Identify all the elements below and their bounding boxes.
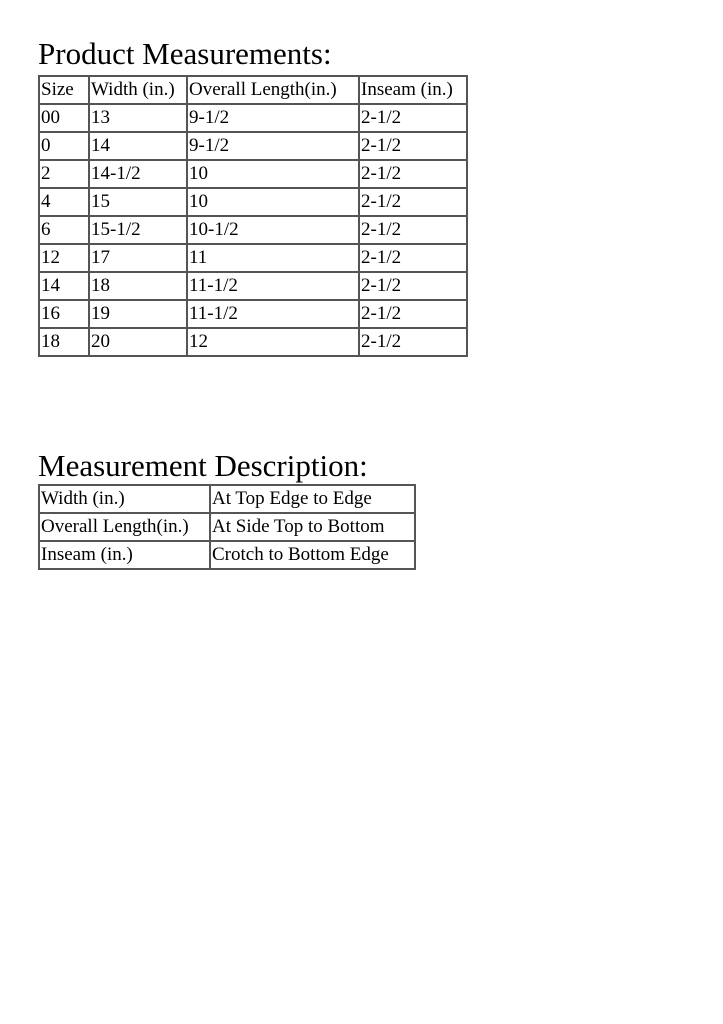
table-row <box>39 160 467 188</box>
cell-overall-length: 12 <box>187 328 359 356</box>
cell-overall-length: 11-1/2 <box>187 300 359 328</box>
cell-width: 15 <box>89 188 187 216</box>
table-row <box>39 328 467 356</box>
cell-measurement-method: At Side Top to Bottom <box>210 513 415 541</box>
cell-size: 4 <box>39 188 89 216</box>
cell-overall-length: 11-1/2 <box>187 272 359 300</box>
table-row <box>39 132 467 160</box>
cell-inseam: 2-1/2 <box>359 188 467 216</box>
cell-overall-length: 10 <box>187 160 359 188</box>
table-row <box>39 216 467 244</box>
cell-width: 14 <box>89 132 187 160</box>
cell-overall-length: 10 <box>187 188 359 216</box>
table-row <box>39 244 467 272</box>
cell-size: 16 <box>39 300 89 328</box>
table-row <box>39 541 415 569</box>
cell-width: 20 <box>89 328 187 356</box>
measurement-description-title: Measurement Description: <box>38 448 368 483</box>
table-row <box>39 272 467 300</box>
cell-inseam: 2-1/2 <box>359 132 467 160</box>
table-header-row <box>39 76 467 104</box>
cell-overall-length: 9-1/2 <box>187 104 359 132</box>
cell-overall-length: 9-1/2 <box>187 132 359 160</box>
cell-size: 00 <box>39 104 89 132</box>
column-header-width: Width (in.) <box>89 76 187 104</box>
cell-inseam: 2-1/2 <box>359 328 467 356</box>
cell-size: 2 <box>39 160 89 188</box>
column-header-overall-length: Overall Length(in.) <box>187 76 359 104</box>
cell-overall-length: 10-1/2 <box>187 216 359 244</box>
cell-measurement-name: Inseam (in.) <box>39 541 210 569</box>
cell-inseam: 2-1/2 <box>359 104 467 132</box>
cell-measurement-name: Width (in.) <box>39 485 210 513</box>
cell-measurement-method: At Top Edge to Edge <box>210 485 415 513</box>
cell-width: 13 <box>89 104 187 132</box>
cell-size: 18 <box>39 328 89 356</box>
cell-inseam: 2-1/2 <box>359 272 467 300</box>
cell-size: 0 <box>39 132 89 160</box>
cell-overall-length: 11 <box>187 244 359 272</box>
cell-width: 17 <box>89 244 187 272</box>
cell-width: 14-1/2 <box>89 160 187 188</box>
cell-width: 15-1/2 <box>89 216 187 244</box>
table-row <box>39 485 415 513</box>
table-row <box>39 188 467 216</box>
measurement-description-table <box>38 484 416 570</box>
cell-inseam: 2-1/2 <box>359 244 467 272</box>
cell-width: 18 <box>89 272 187 300</box>
cell-width: 19 <box>89 300 187 328</box>
cell-measurement-method: Crotch to Bottom Edge <box>210 541 415 569</box>
column-header-inseam: Inseam (in.) <box>359 76 467 104</box>
table-row <box>39 300 467 328</box>
table-row <box>39 513 415 541</box>
cell-inseam: 2-1/2 <box>359 216 467 244</box>
cell-size: 14 <box>39 272 89 300</box>
table-row <box>39 104 467 132</box>
product-measurements-title: Product Measurements: <box>38 36 332 71</box>
cell-size: 6 <box>39 216 89 244</box>
column-header-size: Size <box>39 76 89 104</box>
cell-inseam: 2-1/2 <box>359 300 467 328</box>
product-measurements-table <box>38 75 468 357</box>
cell-size: 12 <box>39 244 89 272</box>
cell-measurement-name: Overall Length(in.) <box>39 513 210 541</box>
cell-inseam: 2-1/2 <box>359 160 467 188</box>
